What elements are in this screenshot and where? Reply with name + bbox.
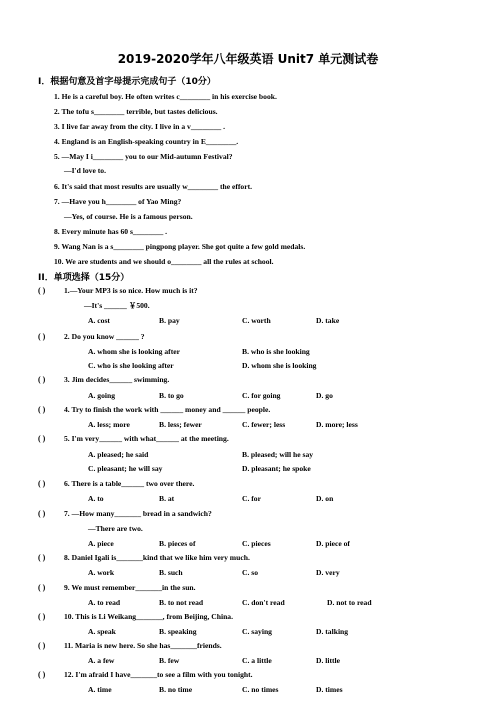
- answer-paren: ( ): [38, 405, 46, 414]
- fill-item-6: 6. It's said that most results are usually w________ the effort.: [54, 182, 252, 191]
- q3-option-b: B. to go: [159, 391, 184, 400]
- q7-option-a: A. piece: [88, 539, 114, 548]
- question-4: 4. Try to finish the work with ______ money and ______ people.: [64, 405, 271, 414]
- fill-item-5: 5. —May I i________ you to our Mid-autumn Festival?: [54, 152, 233, 161]
- q6-option-a: A. to: [88, 494, 104, 503]
- q5-option-d: D. pleasant; he spoke: [242, 464, 311, 473]
- answer-paren: ( ): [38, 612, 46, 621]
- q2-option-b: B. who is she looking: [242, 347, 310, 356]
- q1-option-b: B. pay: [159, 316, 180, 325]
- q4-option-b: B. less; fewer: [159, 420, 202, 429]
- question-7: 7. —How many_______ bread in a sandwich?: [64, 509, 212, 518]
- q11-option-a: A. a few: [88, 656, 115, 665]
- q5-option-a: A. pleased; he said: [88, 450, 149, 459]
- q9-option-a: A. to read: [88, 598, 121, 607]
- answer-paren: ( ): [38, 286, 46, 295]
- q8-option-b: B. such: [159, 568, 183, 577]
- q11-option-b: B. few: [159, 656, 180, 665]
- q11-option-d: D. little: [316, 656, 341, 665]
- q8-option-c: C. so: [242, 568, 259, 577]
- answer-paren: ( ): [38, 375, 46, 384]
- q4-option-c: C. fewer; less: [242, 420, 286, 429]
- fill-item-10: 10. We are students and we should o________ all the rules at school.: [54, 257, 274, 266]
- q12-option-b: B. no time: [159, 685, 193, 694]
- answer-paren: ( ): [38, 332, 46, 341]
- q9-option-d: D. not to read: [327, 598, 372, 607]
- fill-item-5-reply: —I'd love to.: [64, 166, 106, 175]
- question-2: 2. Do you know ______ ?: [64, 332, 145, 341]
- fill-item-8: 8. Every minute has 60 s________ .: [54, 227, 168, 236]
- q11-option-c: C. a little: [242, 656, 272, 665]
- q10-option-b: B. speaking: [159, 627, 197, 636]
- q8-option-a: A. work: [88, 568, 115, 577]
- q9-option-b: B. to not read: [159, 598, 204, 607]
- fill-item-9: 9. Wang Nan is a s________ pingpong player. She got quite a few gold medals.: [54, 242, 306, 251]
- question-11: 11. Maria is new here. So she has_______friends.: [64, 641, 222, 650]
- q4-option-d: D. more; less: [316, 420, 358, 429]
- q5-option-b: B. pleased; will he say: [242, 450, 314, 459]
- question-10: 10. This is Li Weikang_______, from Beijing, China.: [64, 612, 233, 621]
- section-2-heading: II．单项选择（15分）: [38, 273, 130, 283]
- question-9: 9. We must remember_______in the sun.: [64, 583, 196, 592]
- q3-option-c: C. for going: [242, 391, 281, 400]
- q9-option-c: C. don't read: [242, 598, 285, 607]
- q2-option-c: C. who is she looking after: [88, 361, 174, 370]
- answer-paren: ( ): [38, 479, 46, 488]
- question-5: 5. I'm very______ with what______ at the meeting.: [64, 434, 229, 443]
- page-title: 2019-2020学年八年级英语 Unit7 单元测试卷: [117, 52, 379, 66]
- q7-option-b: B. pieces of: [159, 539, 196, 548]
- fill-item-4: 4. England is an English-speaking country in E________.: [54, 137, 239, 146]
- q8-option-d: D. very: [316, 568, 340, 577]
- question-3: 3. Jim decides______ swimming.: [64, 375, 170, 384]
- q12-option-c: C. no times: [242, 685, 279, 694]
- q10-option-c: C. saying: [242, 627, 272, 636]
- q12-option-a: A. time: [88, 685, 112, 694]
- answer-paren: ( ): [38, 670, 46, 679]
- q4-option-a: A. less; more: [88, 420, 130, 429]
- q1-option-a: A. cost: [88, 316, 110, 325]
- answer-paren: ( ): [38, 434, 46, 443]
- answer-paren: ( ): [38, 641, 46, 650]
- q3-option-d: D. go: [316, 391, 333, 400]
- fill-item-7: 7. —Have you h________ of Yao Ming?: [54, 197, 182, 206]
- fill-item-7-reply: —Yes, of course. He is a famous person.: [64, 212, 193, 221]
- q2-option-d: D. whom she is looking: [242, 361, 317, 370]
- q7-option-d: D. piece of: [316, 539, 350, 548]
- answer-paren: ( ): [38, 509, 46, 518]
- q1-option-c: C. worth: [242, 316, 271, 325]
- q12-option-d: D. times: [316, 685, 343, 694]
- q10-option-a: A. speak: [88, 627, 116, 636]
- fill-item-3: 3. I live far away from the city. I live in a v________ .: [54, 122, 225, 131]
- q1-option-d: D. take: [316, 316, 340, 325]
- question-12: 12. I'm afraid I have_______to see a film with you tonight.: [64, 670, 253, 679]
- fill-item-2: 2. The tofu s________ terrible, but tastes delicious.: [54, 107, 218, 116]
- section-1-heading: I．根据句意及首字母提示完成句子（10分）: [38, 77, 216, 87]
- question-8: 8. Daniel Igali is_______kind that we like him very much.: [64, 553, 250, 562]
- question-1: 1.—Your MP3 is so nice. How much is it?: [64, 286, 198, 295]
- question-7-line2: —There are two.: [88, 524, 143, 533]
- question-1-line2: —It's ______ ￥500.: [84, 301, 150, 310]
- q6-option-b: B. at: [159, 494, 175, 503]
- q3-option-a: A. going: [88, 391, 116, 400]
- question-6: 6. There is a table______ two over there.: [64, 479, 195, 488]
- q6-option-d: D. on: [316, 494, 334, 503]
- q10-option-d: D. talking: [316, 627, 349, 636]
- q7-option-c: C. pieces: [242, 539, 271, 548]
- answer-paren: ( ): [38, 583, 46, 592]
- fill-item-1: 1. He is a careful boy. He often writes c________ in his exercise book.: [54, 92, 277, 101]
- q2-option-a: A. whom she is looking after: [88, 347, 180, 356]
- answer-paren: ( ): [38, 553, 46, 562]
- q6-option-c: C. for: [242, 494, 261, 503]
- q5-option-c: C. pleasant; he will say: [88, 464, 163, 473]
